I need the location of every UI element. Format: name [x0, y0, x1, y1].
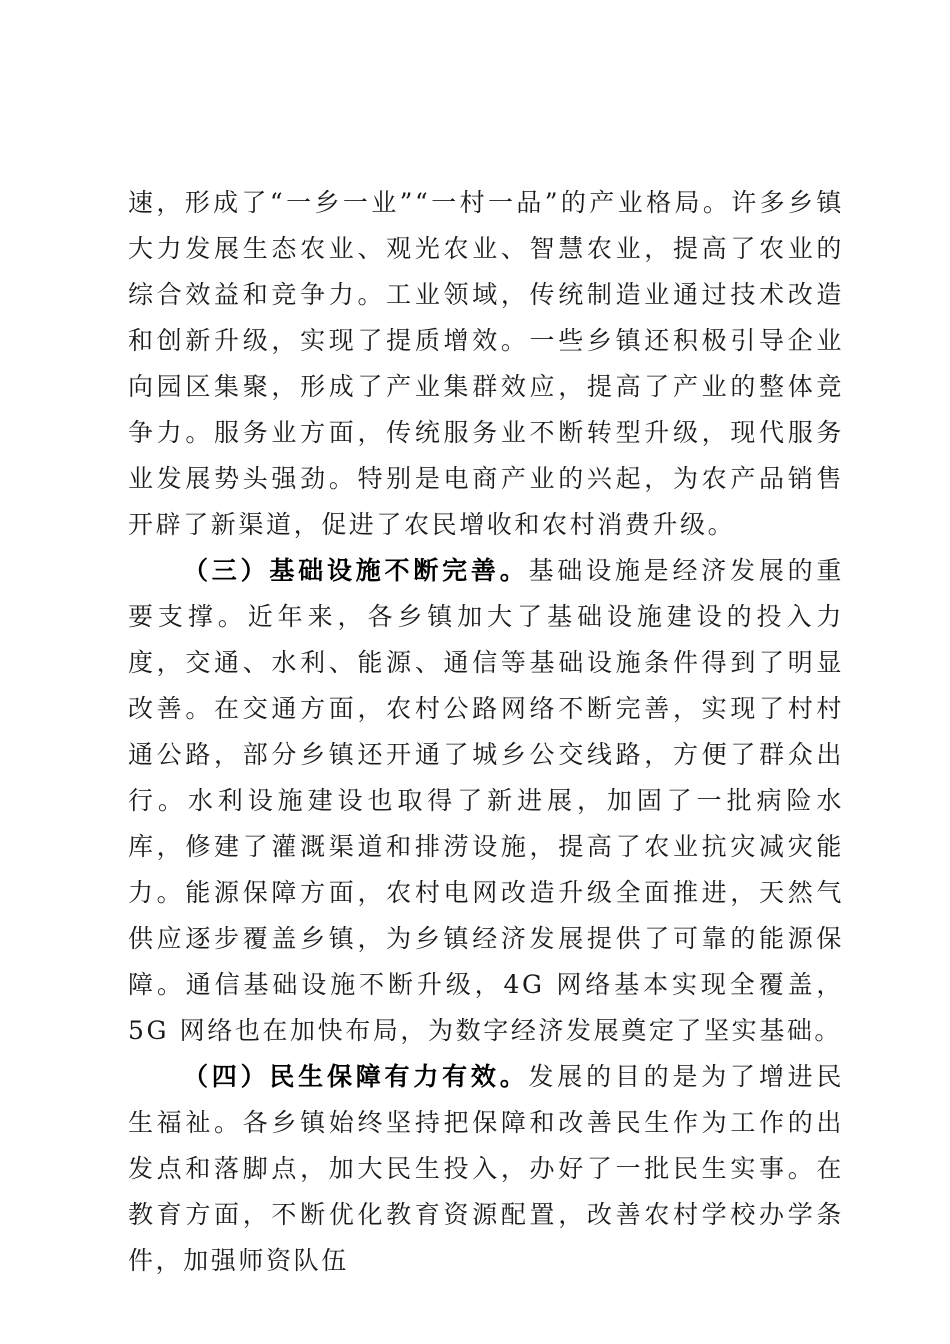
- paragraph-livelihood: [128, 1054, 844, 1284]
- document-body: [128, 180, 844, 1284]
- paragraph-infrastructure: [128, 548, 844, 1054]
- paragraph-text: 发展的目的是为了增进民生福祉。各乡镇始终坚持把保障和改善民生作为工作的出发点和落脚点，加大民生投入，办好了一批民生实事。在教育方面，不断优化教育资源配置，改善农村学校办学条件，加强师资队伍: [128, 1062, 845, 1275]
- section-heading-infrastructure: （三）基础设施不断完善。: [183, 556, 529, 585]
- paragraph-text: 速，形成了“一乡一业”“一村一品”的产业格局。许多乡镇大力发展生态农业、观光农业、智慧农业，提高了农业的综合效益和竞争力。工业领域，传统制造业通过技术改造和创新升级，实现了提质增效。一些乡镇还积极引导企业向园区集聚，形成了产业集群效应，提高了产业的整体竞争力。服务业方面，传统服务业不断转型升级，现代服务业发展势头强劲。特别是电商产业的兴起，为农产品销售开辟了新渠道，促进了农民增收和农村消费升级。: [128, 188, 844, 539]
- section-heading-livelihood: （四）民生保障有力有效。: [183, 1062, 529, 1091]
- paragraph-text: 基础设施是经济发展的重要支撑。近年来，各乡镇加大了基础设施建设的投入力度，交通、水利、能源、通信等基础设施条件得到了明显改善。在交通方面，农村公路网络不断完善，实现了村村通公路，部分乡镇还开通了城乡公交线路，方便了群众出行。水利设施建设也取得了新进展，加固了一批病险水库，修建了灌溉渠道和排涝设施，提高了农业抗灾减灾能力。能源保障方面，农村电网改造升级全面推进，天然气供应逐步覆盖乡镇，为乡镇经济发展提供了可靠的能源保障。通信基础设施不断升级，4G 网络基本实现全覆盖，5G 网络也在加快布局，为数字经济发展奠定了坚实基础。: [128, 556, 845, 1045]
- paragraph-industry-continued: [128, 180, 844, 548]
